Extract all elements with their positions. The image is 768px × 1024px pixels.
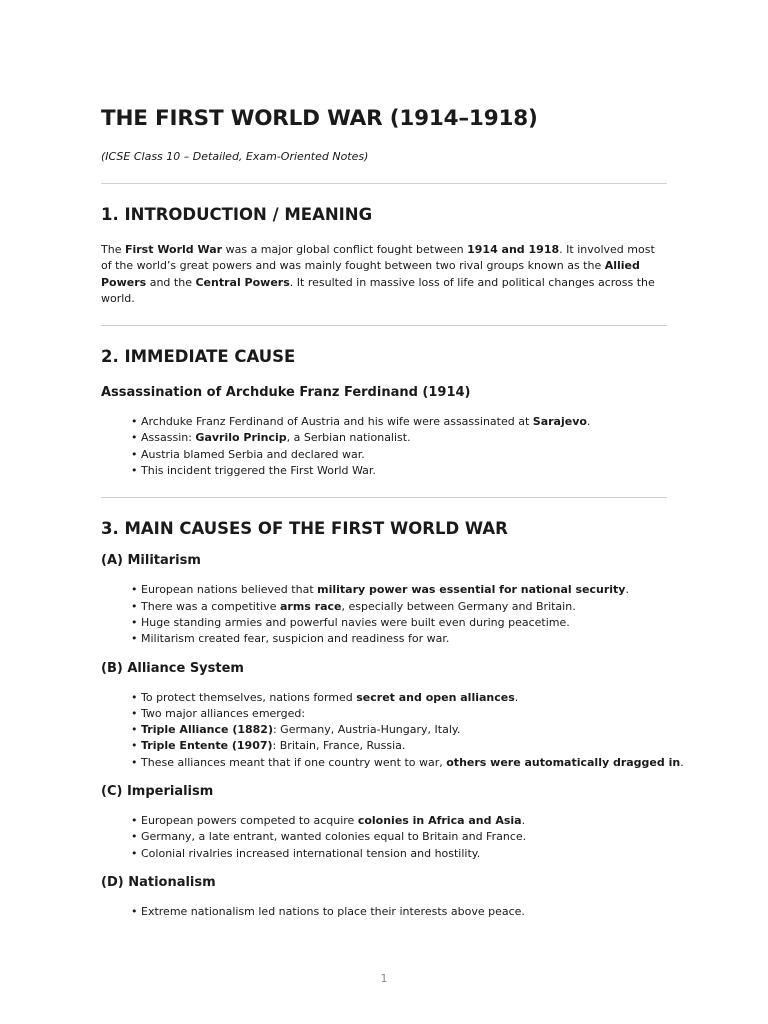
section-heading-immediate-cause: 2. IMMEDIATE CAUSE: [101, 347, 296, 367]
divider: [101, 325, 667, 326]
list-item: • Extreme nationalism led nations to place their interests above peace.: [131, 904, 667, 920]
introduction-paragraph: The First World War was a major global conflict fought between 1914 and 1918. It involved most of the world’s great powers and was mainly fought between two rival groups known as the Allied Powers and the Central Powers. It resulted in massive loss of life and political changes across the world.: [101, 243, 655, 305]
list-item: • This incident triggered the First World War.: [131, 463, 667, 479]
imperialism-list: [101, 813, 667, 862]
list-item: • There was a competitive arms race, especially between Germany and Britain.: [131, 599, 667, 615]
list-item: • Two major alliances emerged:: [131, 706, 667, 722]
list-item: • Assassin: Gavrilo Princip, a Serbian nationalist.: [131, 430, 667, 446]
document-subtitle: (ICSE Class 10 – Detailed, Exam-Oriented Notes): [101, 150, 369, 163]
list-item: • To protect themselves, nations formed secret and open alliances.: [131, 690, 667, 706]
list-item: • Archduke Franz Ferdinand of Austria and his wife were assassinated at Sarajevo.: [131, 414, 667, 430]
list-item: • Huge standing armies and powerful navies were built even during peacetime.: [131, 615, 667, 631]
list-item: • Triple Entente (1907): Britain, France, Russia.: [131, 738, 667, 754]
list-item: • Colonial rivalries increased international tension and hostility.: [131, 846, 667, 862]
subheading-imperialism: (C) Imperialism: [101, 784, 214, 800]
divider: [101, 497, 667, 498]
alliance-system-list: [101, 690, 684, 771]
section-heading-main-causes: 3. MAIN CAUSES OF THE FIRST WORLD WAR: [101, 519, 508, 539]
subheading-nationalism: (D) Nationalism: [101, 874, 216, 890]
nationalism-list: [101, 904, 667, 920]
list-item: • European powers competed to acquire colonies in Africa and Asia.: [131, 813, 667, 829]
page-number: 1: [380, 972, 388, 985]
subheading-militarism: (A) Militarism: [101, 553, 201, 569]
document-page: [101, 104, 684, 920]
list-item: • Austria blamed Serbia and declared war.: [131, 447, 667, 463]
divider: [101, 183, 667, 184]
list-item: • European nations believed that military power was essential for national security.: [131, 582, 667, 598]
list-item: • These alliances meant that if one country went to war, others were automatically dragged in.: [131, 755, 667, 771]
subheading-assassination: Assassination of Archduke Franz Ferdinand (1914): [101, 385, 471, 401]
list-item: • Germany, a late entrant, wanted colonies equal to Britain and France.: [131, 829, 667, 845]
immediate-cause-list: [101, 414, 667, 479]
section-heading-introduction: 1. INTRODUCTION / MEANING: [101, 205, 373, 224]
list-item: • Triple Alliance (1882): Germany, Austria-Hungary, Italy.: [131, 722, 667, 738]
list-item: • Militarism created fear, suspicion and readiness for war.: [131, 631, 667, 647]
document-title: THE FIRST WORLD WAR (1914–1918): [101, 106, 538, 131]
subheading-alliance-system: (B) Alliance System: [101, 660, 244, 676]
militarism-list: [101, 582, 667, 647]
